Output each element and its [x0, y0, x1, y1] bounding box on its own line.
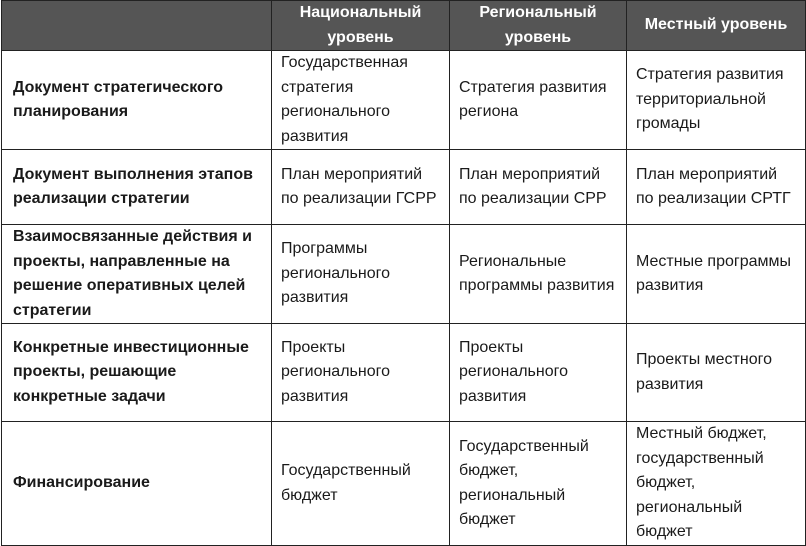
table-cell-local: Местный бюджет, государственный бюджет, региональный бюджет [627, 422, 806, 546]
header-local-level: Местный уровень [627, 1, 806, 51]
row-label-investment-projects: Конкретные инвестиционные проекты, решающие конкретные задачи [2, 324, 272, 422]
table-cell-regional: План мероприятий по реализации СРР [450, 150, 627, 225]
header-regional-level: Региональный уровень [450, 1, 627, 51]
table-cell-local: Стратегия развития территориальной громады [627, 51, 806, 150]
planning-levels-table [1, 0, 806, 546]
table-row [2, 150, 806, 225]
header-row [2, 1, 806, 51]
table-row [2, 225, 806, 324]
table-cell-national: Государственный бюджет [272, 422, 450, 546]
table-cell-national: Государственная стратегия регионального развития [272, 51, 450, 150]
table-row [2, 51, 806, 150]
table-cell-regional: Проекты регионального развития [450, 324, 627, 422]
table-cell-national: План мероприятий по реализации ГСРР [272, 150, 450, 225]
header-national-level: Национальный уровень [272, 1, 450, 51]
table-row [2, 324, 806, 422]
table-cell-regional: Стратегия развития региона [450, 51, 627, 150]
row-label-financing: Финансирование [2, 422, 272, 546]
table-cell-local: Местные программы развития [627, 225, 806, 324]
table-cell-regional: Региональные программы развития [450, 225, 627, 324]
row-label-related-actions: Взаимосвязанные действия и проекты, направленные на решение оперативных целей стратегии [2, 225, 272, 324]
row-label-implementation-document: Документ выполнения этапов реализации стратегии [2, 150, 272, 225]
table-cell-local: Проекты местного развития [627, 324, 806, 422]
table-cell-national: Программы регионального развития [272, 225, 450, 324]
table-cell-regional: Государственный бюджет, региональный бюджет [450, 422, 627, 546]
table-cell-local: План мероприятий по реализации СРТГ [627, 150, 806, 225]
table-row [2, 422, 806, 546]
row-label-strategic-document: Документ стратегического планирования [2, 51, 272, 150]
header-corner-cell [2, 1, 272, 51]
table-cell-national: Проекты регионального развития [272, 324, 450, 422]
